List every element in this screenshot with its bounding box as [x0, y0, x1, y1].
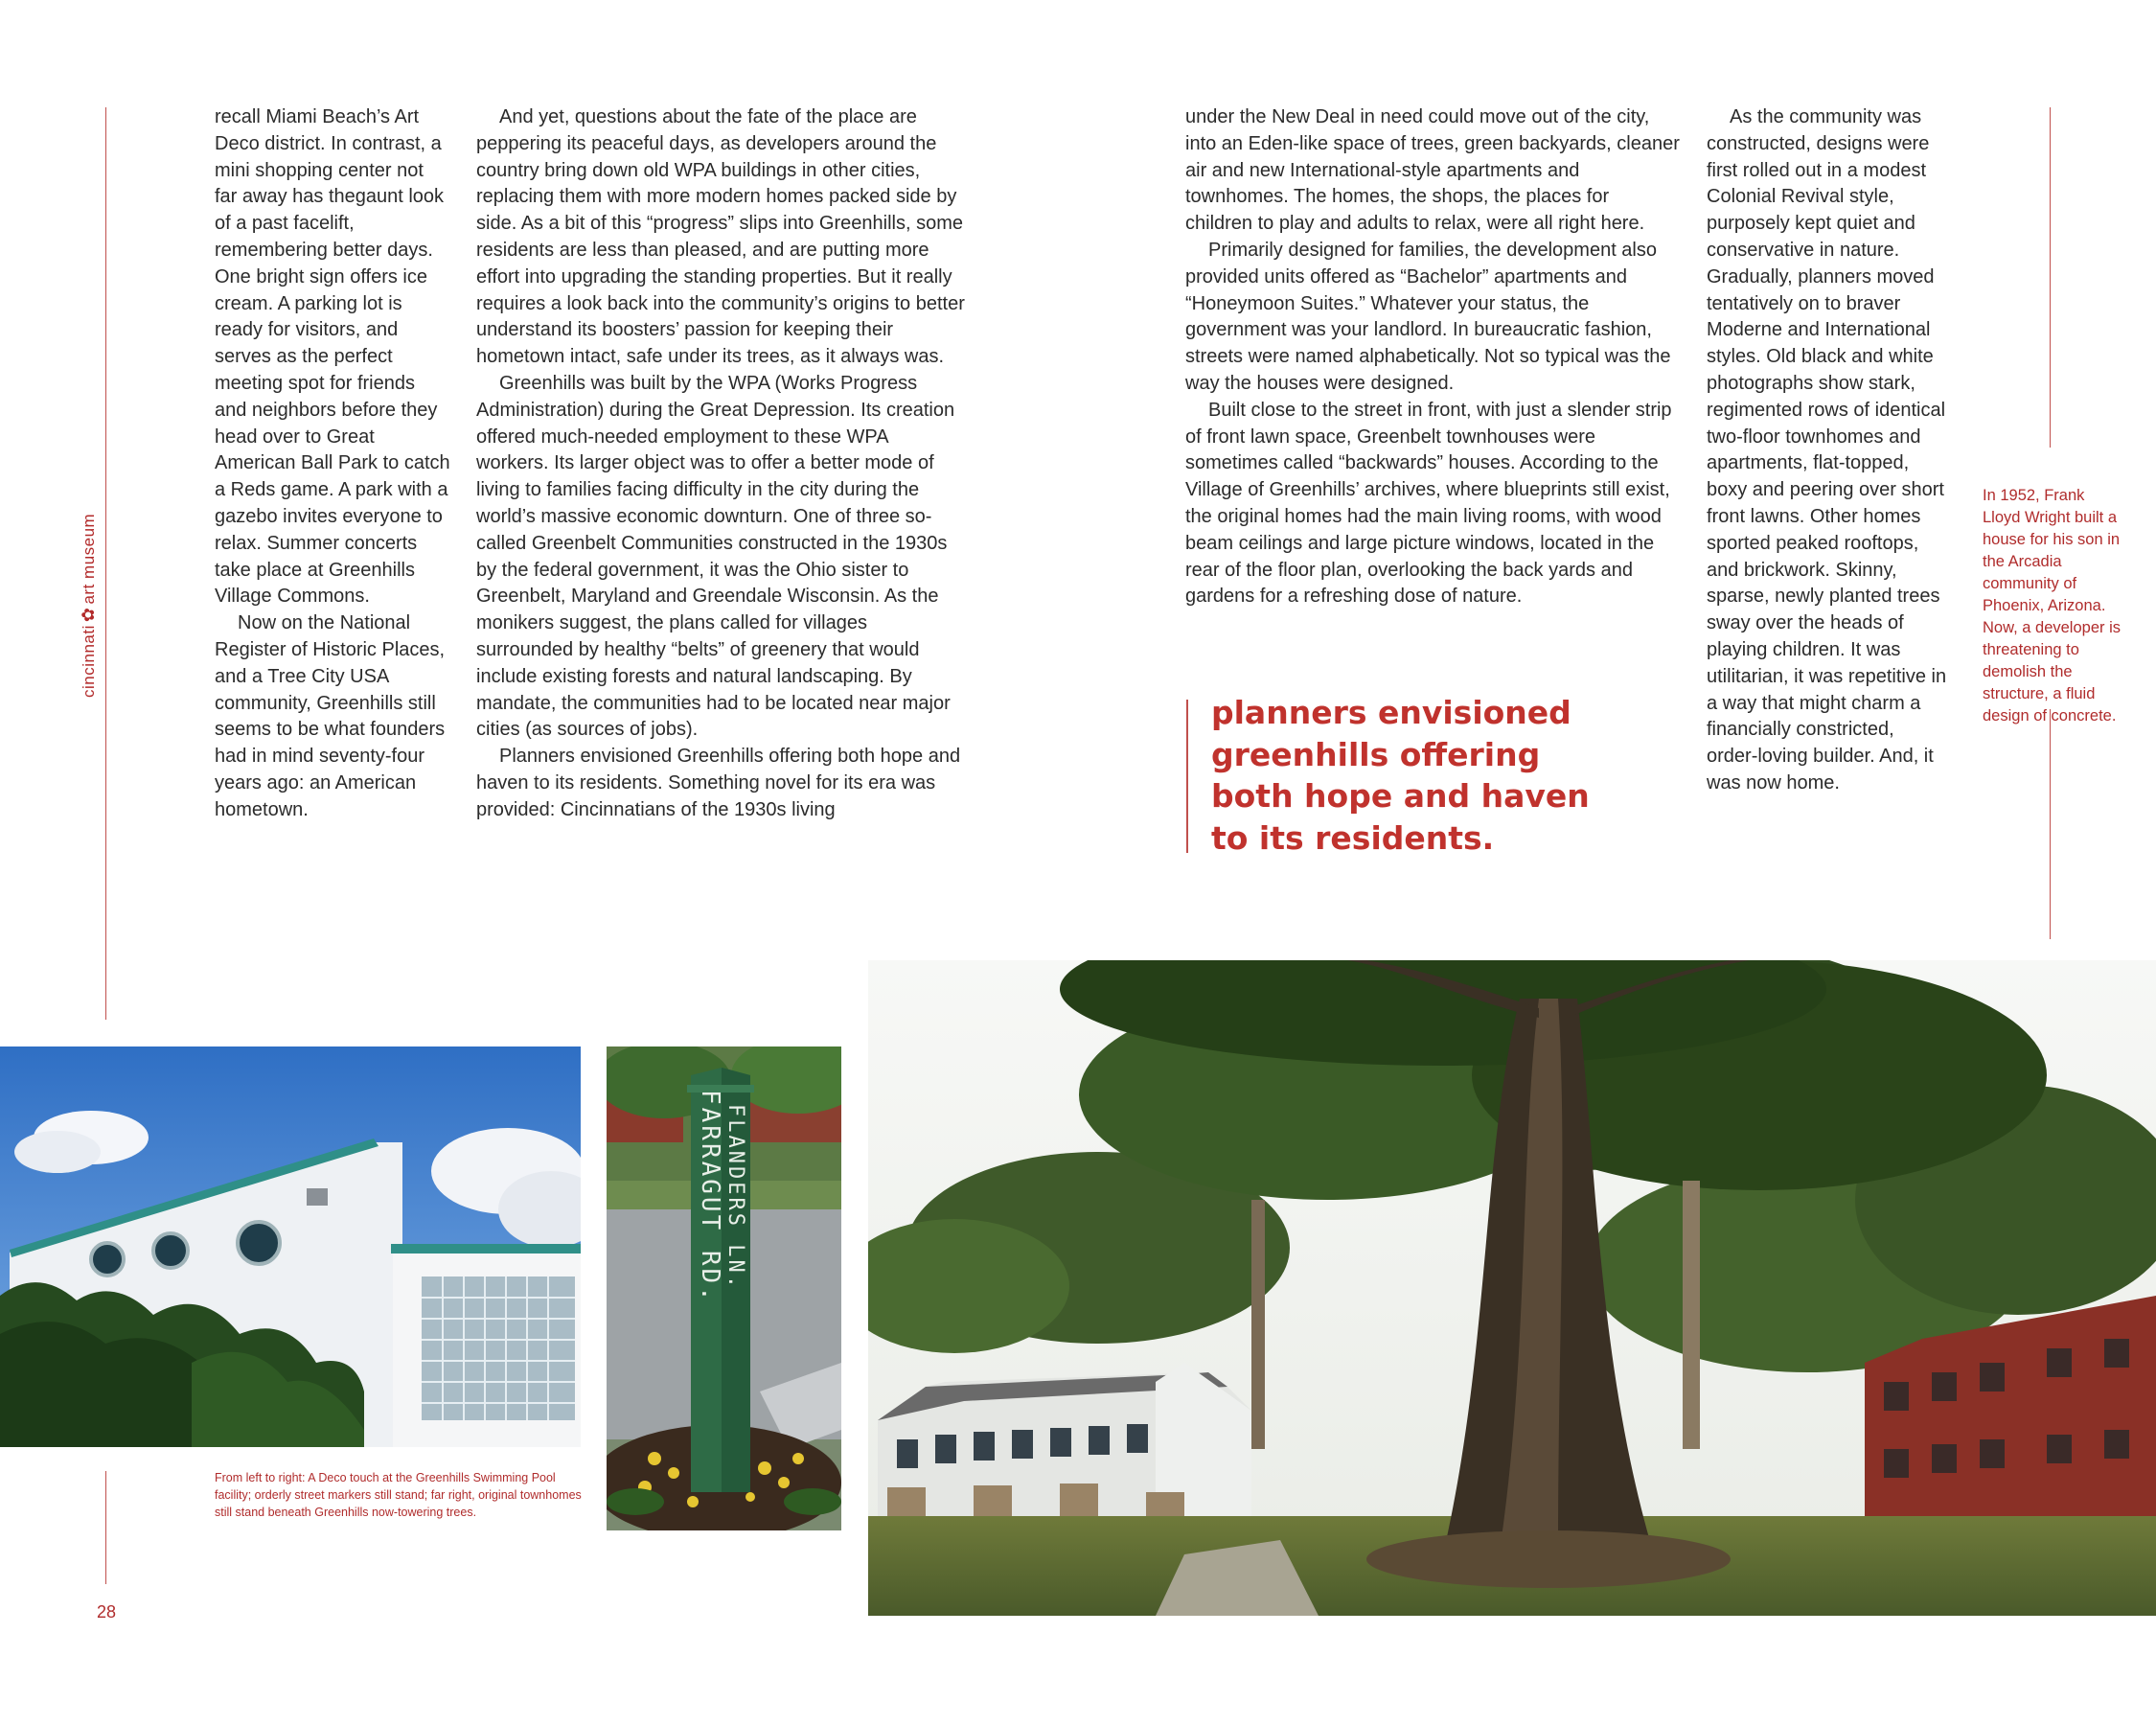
page-number: 28 [97, 1602, 117, 1622]
paragraph: Built close to the street in front, with just a slender strip of front lawn space, Greenbelt townhouses were sometimes called “backwards” houses. According to the Village of Greenhills’ archives, where blueprints still exist, the original homes had the main living rooms, with wood beam ceilings and large picture windows, located in the rear of the floor plan, overlooking the back yards and gardens for a refreshing dose of nature. [1185, 399, 1672, 608]
paragraph: Primarily designed for families, the development also provided units offered as “Bachelor” apartments and “Honeymoon Suites.” Whatever your status, the government was your landlord. In bureaucratic fashion, streets were named alphabetically. Not so typical was the way the houses were designed. [1185, 239, 1671, 394]
sign-text-flanders: FLANDERS LN. [723, 1104, 747, 1291]
sidenote: In 1952, Frank Lloyd Wright built a house for his son in the Arcadia community of Phoenix, Arizona. Now, a developer is threatening to demolish the structure, a fluid design of concrete. [1983, 487, 2121, 724]
paragraph: recall Miami Beach’s Art Deco district. In contrast, a mini shopping center not far away has thegaunt look of a past facelift, remembering better days. One bright sign offers ice cream. A parking lot is ready for visitors, and serves as the perfect meeting spot for friends and neighbors before they head over to Great American Ball Park to catch a Reds game. A park with a gazebo invites everyone to relax. Summer concerts take place at Greenhills Village Commons. [215, 106, 450, 608]
paragraph: And yet, questions about the fate of the place are peppering its peaceful days, as developers around the country bring down old WPA buildings in other cities, replacing them with more modern homes packed side by side. As a bit of this “progress” slips into Greenhills, some residents are less than pleased, and are putting more effort into upgrading the standing properties. But it really requires a look back into the community’s origins to better understand its boosters’ passion for keeping their hometown intact, safe under its trees, as it always was. [476, 106, 965, 368]
deco-building-illustration [0, 1046, 581, 1447]
photo-deco-pool-building [0, 1046, 581, 1447]
sign-text-farragut: FARRAGUT RD. [696, 1090, 724, 1304]
text-column-2 [476, 104, 965, 824]
running-head-part1: cincinnati [80, 625, 98, 698]
paragraph: under the New Deal in need could move out of the city, into an Eden-like space of trees, green backyards, cleaner air and new International-style apartments and townhomes. The homes, the shops, the places for children to play and adults to relax, were all right here. [1185, 106, 1680, 235]
paragraph: Greenhills was built by the WPA (Works Progress Administration) during the Great Depression. Its creation offered much-needed employment to these WPA workers. Its larger object was to offer a better mode of living to families facing difficulty in the city during the world’s massive economic downturn. One of three so-called Greenbelt Communities constructed in the 1930s by the federal government, it was the Ohio sister to Greenbelt, Maryland and Greendale Wisconsin. As the monikers suggest, the plans called for villages surrounded by healthy “belts” of greenery that would include existing forests and natural landscaping. By mandate, the communities had to be located near major cities (as sources of jobs). [476, 372, 955, 741]
pullquote: planners envisioned greenhills offering both hope and haven to its residents. [1211, 694, 1590, 857]
text-column-3 [1185, 104, 1680, 610]
photo-street-marker [607, 1046, 841, 1530]
paragraph: Now on the National Register of Historic Places, and a Tree City USA community, Greenhills still seems to be what founders had in mind seventy-four years ago: an American hometown. [215, 612, 446, 820]
street-marker-illustration [607, 1046, 841, 1530]
text-column-4 [1707, 104, 1948, 797]
right-margin-rule-top [2050, 107, 2051, 448]
flower-ornament-icon: ✿ [79, 607, 98, 623]
pullquote-rule [1186, 700, 1188, 853]
townhomes-tree-illustration [868, 960, 2156, 1616]
paragraph: Planners envisioned Greenhills offering both hope and haven to its residents. Something novel for its era was provided: Cincinnatians of the 1930s living [476, 746, 961, 820]
right-margin-rule-bottom [2050, 709, 2051, 939]
photo-caption: From left to right: A Deco touch at the Greenhills Swimming Pool facility; orderly street markers still stand; far right, original townhomes still stand beneath Greenhills now-towering trees. [215, 1471, 582, 1519]
running-head [79, 514, 99, 698]
left-margin-rule-bottom [105, 1471, 106, 1584]
text-column-1 [215, 104, 450, 824]
photo-townhomes-tree [868, 960, 2156, 1616]
paragraph: As the community was constructed, designs were first rolled out in a modest Colonial Revival style, purposely kept quiet and conservative in nature. Gradually, planners moved tentatively on to braver Moderne and International styles. Old black and white photographs show stark, regimented rows of identical two-floor townhomes and apartments, flat-topped, boxy and peering over short front lawns. Other homes sported peaked rooftops, and brickwork. Skinny, sparse, newly planted trees sway over the heads of playing children. It was utilitarian, it was repetitive in a way that might charm a financially constricted, order-loving builder. And, it was now home. [1707, 106, 1947, 794]
left-margin-rule-top [105, 107, 106, 1020]
running-head-part2: art museum [80, 513, 98, 605]
